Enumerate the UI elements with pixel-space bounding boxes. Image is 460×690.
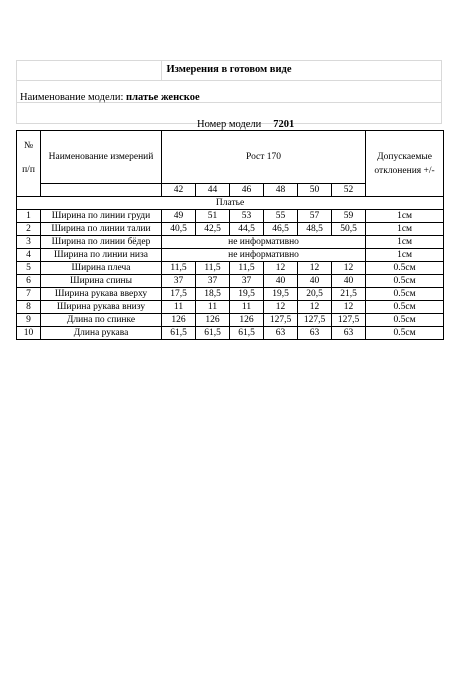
height-header: Рост 170 [162, 131, 366, 184]
size-value: 61,5 [162, 327, 196, 340]
measurement-name: Длина рукава [41, 327, 162, 340]
empty-cell [41, 184, 162, 197]
size-value: 126 [196, 314, 230, 327]
model-name-value: платье женское [126, 92, 200, 103]
size-value: 12 [332, 301, 366, 314]
col-name-header: Наименование измерений [41, 131, 162, 184]
section-row: Платье [17, 197, 444, 210]
size-value: 12 [264, 301, 298, 314]
tolerance-value: 1см [366, 210, 444, 223]
model-number-line [197, 119, 294, 130]
table-row [17, 210, 444, 223]
measurements-table [16, 130, 444, 340]
size-value: 11 [162, 301, 196, 314]
table-row [17, 223, 444, 236]
size-header-46: 46 [230, 184, 264, 197]
col-num-header-top: № [23, 141, 34, 151]
size-value: 46,5 [264, 223, 298, 236]
size-value: 61,5 [230, 327, 264, 340]
size-value: 63 [264, 327, 298, 340]
row-number: 2 [17, 223, 41, 236]
size-value: 12 [298, 301, 332, 314]
table-row [17, 275, 444, 288]
tolerance-value: 0.5см [366, 262, 444, 275]
size-value: 19,5 [264, 288, 298, 301]
size-header-42: 42 [162, 184, 196, 197]
row-number: 3 [17, 236, 41, 249]
measurement-name: Ширина рукава внизу [41, 301, 162, 314]
size-value: 11 [196, 301, 230, 314]
size-value: 37 [162, 275, 196, 288]
size-value: 50,5 [332, 223, 366, 236]
size-value: 59 [332, 210, 366, 223]
row-number: 8 [17, 301, 41, 314]
size-header-52: 52 [332, 184, 366, 197]
table-row [17, 327, 444, 340]
size-value: 40 [332, 275, 366, 288]
model-number-value: 7201 [273, 119, 295, 130]
size-value: 42,5 [196, 223, 230, 236]
size-value: 11,5 [162, 262, 196, 275]
tolerance-value: 0.5см [366, 275, 444, 288]
measurement-name: Ширина по линии груди [41, 210, 162, 223]
size-value: 11 [230, 301, 264, 314]
size-value: 19,5 [230, 288, 264, 301]
measurement-name: Длина по спинке [41, 314, 162, 327]
row-number: 7 [17, 288, 41, 301]
size-value: 12 [264, 262, 298, 275]
col-num-header-bottom: п/п [22, 165, 35, 175]
merged-value: не информативно [162, 236, 366, 249]
tolerance-value: 1см [366, 223, 444, 236]
size-value: 53 [230, 210, 264, 223]
size-value: 17,5 [162, 288, 196, 301]
tolerance-value: 0.5см [366, 314, 444, 327]
size-value: 40 [298, 275, 332, 288]
table-row [17, 288, 444, 301]
size-header-50: 50 [298, 184, 332, 197]
tolerance-value: 1см [366, 249, 444, 262]
size-value: 20,5 [298, 288, 332, 301]
row-number: 4 [17, 249, 41, 262]
tolerance-value: 0.5см [366, 301, 444, 314]
measurement-name: Ширина рукава вверху [41, 288, 162, 301]
tolerance-header: Допускаемые отклонения +/- [366, 131, 444, 197]
size-value: 48,5 [298, 223, 332, 236]
model-number-label: Номер модели [197, 119, 262, 130]
model-name-label: Наименование модели: [20, 92, 124, 103]
size-value: 37 [196, 275, 230, 288]
table-row [17, 249, 444, 262]
size-value: 21,5 [332, 288, 366, 301]
measurement-name: Ширина по линии низа [41, 249, 162, 262]
size-value: 126 [162, 314, 196, 327]
size-value: 49 [162, 210, 196, 223]
size-value: 51 [196, 210, 230, 223]
merged-value: не информативно [162, 249, 366, 262]
measurement-name: Ширина спины [41, 275, 162, 288]
model-name-line [20, 92, 200, 103]
size-value: 127,5 [264, 314, 298, 327]
row-number: 10 [17, 327, 41, 340]
size-header-48: 48 [264, 184, 298, 197]
size-value: 40,5 [162, 223, 196, 236]
size-value: 55 [264, 210, 298, 223]
document-title: Измерения в готовом виде [166, 64, 292, 75]
measurement-name: Ширина плеча [41, 262, 162, 275]
row-number: 5 [17, 262, 41, 275]
table-row [17, 301, 444, 314]
size-value: 126 [230, 314, 264, 327]
size-value: 11,5 [196, 262, 230, 275]
table-row [17, 262, 444, 275]
tolerance-value: 0.5см [366, 327, 444, 340]
size-value: 37 [230, 275, 264, 288]
size-value: 127,5 [298, 314, 332, 327]
table-row [17, 236, 444, 249]
size-value: 18,5 [196, 288, 230, 301]
size-value: 61,5 [196, 327, 230, 340]
size-value: 11,5 [230, 262, 264, 275]
tolerance-value: 0.5см [366, 288, 444, 301]
size-value: 127,5 [332, 314, 366, 327]
tolerance-value: 1см [366, 236, 444, 249]
size-value: 63 [298, 327, 332, 340]
row-number: 1 [17, 210, 41, 223]
measurement-name: Ширина по линии бёдер [41, 236, 162, 249]
size-header-44: 44 [196, 184, 230, 197]
size-value: 40 [264, 275, 298, 288]
size-value: 57 [298, 210, 332, 223]
row-number: 9 [17, 314, 41, 327]
table-row [17, 314, 444, 327]
row-number: 6 [17, 275, 41, 288]
measurement-name: Ширина по линии талии [41, 223, 162, 236]
size-value: 63 [332, 327, 366, 340]
col-num-header [17, 131, 41, 197]
size-value: 12 [298, 262, 332, 275]
size-value: 44,5 [230, 223, 264, 236]
size-value: 12 [332, 262, 366, 275]
